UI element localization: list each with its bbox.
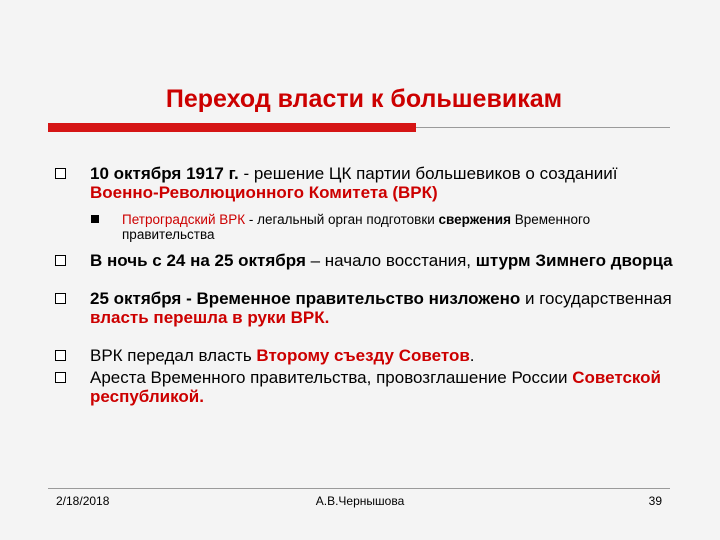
hollow-square-bullet-icon <box>55 350 66 361</box>
footer-rule <box>48 488 670 489</box>
sub1-text: - легальный орган подготовки <box>245 212 439 227</box>
oct25-deposed: 25 октября - Временное правительство низложено <box>90 289 521 308</box>
footer-date: 2/18/2018 <box>56 494 110 508</box>
item4-end: . <box>469 346 475 365</box>
sub-item-1 <box>53 212 683 242</box>
footer-author: А.В.Чернышова <box>315 494 405 508</box>
item5-text: Ареста Временного правительства, провозглашение России <box>90 368 573 387</box>
page-number: 39 <box>648 494 662 508</box>
night-date: В ночь с 24 на 25 октября <box>90 251 306 270</box>
hollow-square-bullet-icon <box>55 372 66 383</box>
item4-text: ВРК передал власть <box>90 346 257 365</box>
winter-palace-storm: штурм Зимнего дворца <box>475 251 673 270</box>
power-to-vrk: власть перешла в руки ВРК. <box>90 308 330 327</box>
bullet-list <box>53 164 683 406</box>
hollow-square-bullet-icon <box>55 293 66 304</box>
list-item-5 <box>53 368 683 406</box>
list-item-4 <box>53 346 683 365</box>
filled-square-bullet-icon <box>91 215 99 223</box>
slide-title: Переход власти к большевикам <box>165 85 563 113</box>
item3-text: и государственная <box>520 289 672 308</box>
title-rule-red <box>48 123 416 132</box>
sub1-text-end: Временного правительства <box>122 212 591 242</box>
soviet-republic: Советской республикой. <box>90 368 662 406</box>
list-item-3 <box>53 289 683 327</box>
item2-text: – начало восстания, <box>305 251 476 270</box>
overthrow-word: свержения <box>438 212 511 227</box>
date-oct10: 10 октября 1917 г. <box>90 164 239 183</box>
hollow-square-bullet-icon <box>55 255 66 266</box>
vrk-name: Военно-Революционного Комитета (ВРК) <box>90 183 438 202</box>
item1-text: - решение ЦК партии большевиков о созданииї <box>238 164 618 183</box>
petrograd-vrk: Петроградский ВРК <box>122 212 246 227</box>
list-item-2 <box>53 251 683 270</box>
list-item-1 <box>53 164 683 202</box>
second-congress: Второму съезду Советов <box>256 346 470 365</box>
hollow-square-bullet-icon <box>55 168 66 179</box>
